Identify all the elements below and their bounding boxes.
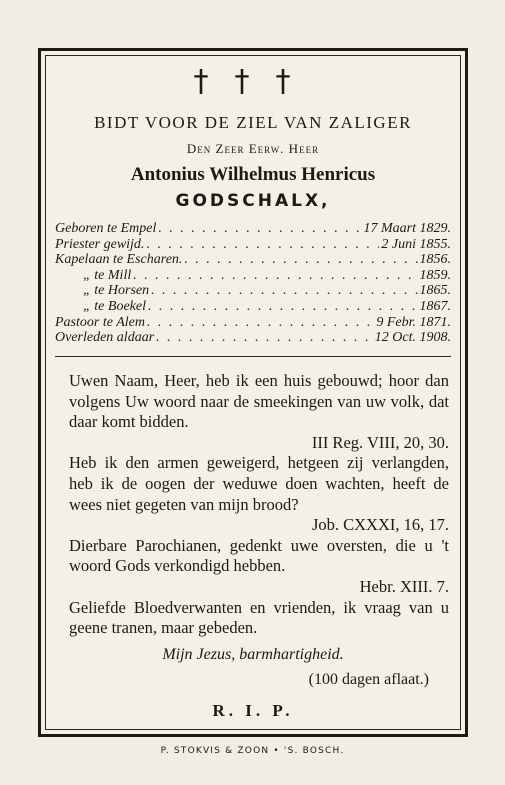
bio-label: Kapelaan te Escharen. xyxy=(55,252,183,268)
paragraph: Uwen Naam, Heer, heb ik een huis gebouwd; hoor dan volgens Uw woord naar de smeekingen van uw volk, dat daar komt bidden. xyxy=(69,371,449,432)
biography-row xyxy=(55,283,451,299)
bio-label: „ te Boekel xyxy=(83,298,146,314)
paragraph: Heb ik den armen geweigerd, hetgeen zij verlangden, heb ik de oogen der weduwe doen wachten, heeft de wees niet gegeten van mijn brood? xyxy=(69,453,449,514)
prayer: Mijn Jezus, barmhartigheid. xyxy=(162,646,344,663)
biography-row xyxy=(55,252,451,268)
bio-value: 12 Oct. 1908. xyxy=(374,330,451,346)
divider xyxy=(55,356,451,357)
scripture-text xyxy=(69,371,449,639)
deceased-first-names: Antonius Wilhelmus Henricus xyxy=(130,164,376,185)
bio-label: Overleden aldaar xyxy=(55,330,155,346)
biography-row xyxy=(55,330,451,346)
rip: R. I. P. xyxy=(212,701,294,720)
cross-icon: † xyxy=(275,64,313,99)
reference: Hebr. XIII. 7. xyxy=(359,576,449,596)
printer-imprint: P. STOKVIS & ZOON • 'S. BOSCH. xyxy=(160,746,345,756)
cross-icon: † xyxy=(193,64,231,99)
bio-value: 9 Febr. 1871. xyxy=(376,314,451,330)
bio-label: „ te Horsen xyxy=(83,283,150,299)
bio-value: 1867. xyxy=(419,298,451,314)
paragraph: Geliefde Bloedverwanten en vrienden, ik vraag van u geene tranen, maar gebeden. xyxy=(69,597,449,638)
reference: III Reg. VIII, 20, 30. xyxy=(311,432,449,452)
bio-label: Priester gewijd. xyxy=(55,236,145,252)
biography-row xyxy=(55,315,451,331)
bio-value: 1856. xyxy=(419,252,451,268)
deceased-surname: GODSCHALX, xyxy=(175,191,331,211)
title-line: Den Zeer Eerw. Heer xyxy=(186,141,320,156)
reference: Job. CXXXI, 16, 17. xyxy=(311,515,449,535)
memorial-card xyxy=(38,48,468,737)
bio-value: 1859. xyxy=(419,267,451,283)
biography-list xyxy=(55,221,451,346)
biography-row xyxy=(55,299,451,315)
heading: BIDT VOOR DE ZIEL VAN ZALIGER xyxy=(94,113,412,132)
biography-row xyxy=(55,268,451,284)
biography-row xyxy=(55,237,451,253)
bio-label: Pastoor te Alem xyxy=(55,314,145,330)
bio-value: 2 Juni 1855. xyxy=(381,236,451,252)
paragraph: Dierbare Parochianen, gedenkt uwe oversten, die u 't woord Gods verkondigd hebben. xyxy=(69,535,449,576)
biography-row xyxy=(55,221,451,237)
bio-label: „ te Mill xyxy=(83,267,132,283)
bio-value: 17 Maart 1829. xyxy=(363,221,451,236)
cross-icon: † xyxy=(234,64,272,99)
bio-label: Geboren te Empel xyxy=(55,221,157,236)
bio-value: 1865. xyxy=(419,283,451,299)
crosses xyxy=(41,64,465,99)
indulgence: (100 dagen aflaat.) xyxy=(308,671,429,688)
